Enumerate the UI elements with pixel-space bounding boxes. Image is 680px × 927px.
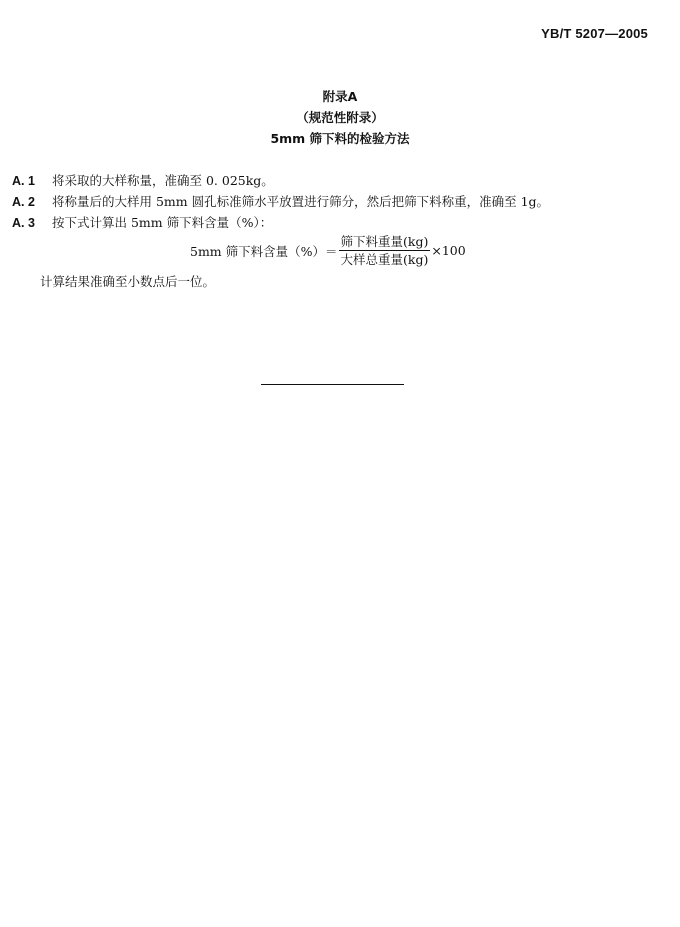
end-rule [261,384,404,385]
formula-lhs: 5mm 筛下料含量（%）＝ [190,243,338,259]
content-formula [190,234,466,267]
clause-a1 [12,173,274,189]
clause-number: A. 3 [12,216,35,230]
clause-text: 将称量后的大样用 5mm 圆孔标准筛水平放置进行筛分，然后把筛下料称重，准确至 1g。 [52,194,550,209]
result-precision-note: 计算结果准确至小数点后一位。 [40,274,216,289]
appendix-heading [0,86,680,149]
appendix-title: 5mm 筛下料的检验方法 [270,131,410,146]
appendix-label: 附录A [322,89,358,104]
clause-text: 按下式计算出 5mm 筛下料含量（%）： [52,215,273,230]
formula-multiplier: ×100 [431,243,466,258]
formula-numerator: 筛下料重量(kg) [340,234,429,249]
clause-a2 [12,194,549,210]
standard-code: YB/T 5207—2005 [541,26,648,41]
formula-denominator: 大样总重量(kg) [340,252,429,267]
clause-number: A. 1 [12,174,35,188]
clause-a3 [12,215,272,231]
formula-fraction [339,234,431,267]
clause-text: 将采取的大样称量，准确至 0. 025kg。 [52,173,274,188]
clause-number: A. 2 [12,195,35,209]
appendix-type: （规范性附录） [296,110,384,125]
